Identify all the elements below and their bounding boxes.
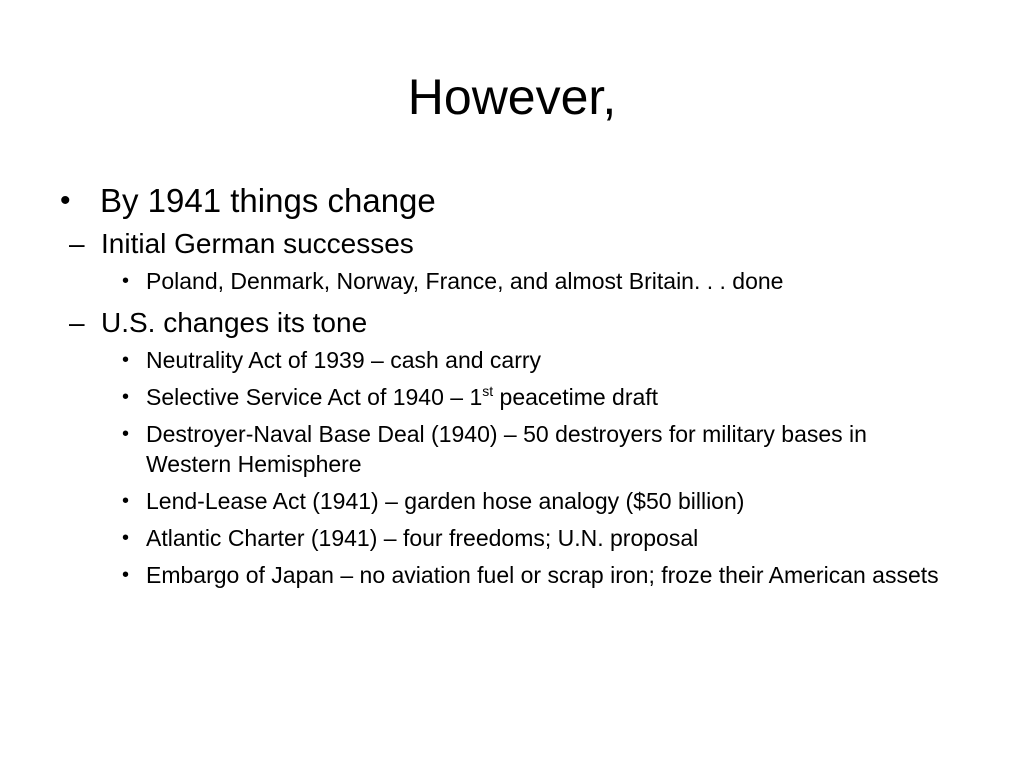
bullet-dot-icon: • xyxy=(122,490,130,512)
bullet-level-3 xyxy=(56,382,976,412)
slide-body xyxy=(56,178,976,597)
bullet-level-2 xyxy=(56,303,976,343)
bullet-text: Atlantic Charter (1941) – four freedoms; U.N. proposal xyxy=(146,525,699,551)
bullet-text: Neutrality Act of 1939 – cash and carry xyxy=(146,347,542,373)
bullet-text: Initial German successes xyxy=(101,228,414,259)
superscript: st xyxy=(482,383,494,399)
dash-icon: – xyxy=(69,307,85,338)
sub-group xyxy=(56,224,976,590)
sub-sub-group xyxy=(56,266,976,296)
bullet-dot-icon: • xyxy=(122,349,130,371)
bullet-dot-icon: • xyxy=(122,270,130,292)
bullet-text: Destroyer-Naval Base Deal (1940) – 50 destroyers for military bases in Western Hemisphere xyxy=(146,421,867,477)
bullet-level-3 xyxy=(56,419,976,479)
bullet-level-3 xyxy=(56,345,976,375)
bullet-level-3 xyxy=(56,560,976,590)
bullet-text: U.S. changes its tone xyxy=(101,307,368,338)
bullet-level-1 xyxy=(56,178,976,224)
sub-list xyxy=(56,224,976,590)
bullet-text-post: peacetime draft xyxy=(493,384,659,410)
bullet-level-2 xyxy=(56,224,976,264)
bullet-text: Lend-Lease Act (1941) – garden hose analogy ($50 billion) xyxy=(146,488,745,514)
bullet-level-3 xyxy=(56,266,976,296)
bullet-dot-icon: • xyxy=(60,184,71,217)
bullet-dot-icon: • xyxy=(122,423,130,445)
sub-sub-list xyxy=(56,266,976,296)
bullet-dot-icon: • xyxy=(122,527,130,549)
dash-icon: – xyxy=(69,228,85,259)
sub-sub-group xyxy=(56,345,976,590)
bullet-text: By 1941 things change xyxy=(100,182,436,219)
bullet-text-pre: Selective Service Act of 1940 – 1 xyxy=(146,384,483,410)
slide-title: However, xyxy=(407,69,617,125)
bullet-dot-icon: • xyxy=(122,564,130,586)
sub-sub-list xyxy=(56,345,976,590)
bullet-level-3 xyxy=(56,486,976,516)
bullet-text: Embargo of Japan – no aviation fuel or scrap iron; froze their American assets xyxy=(146,562,939,588)
bullet-text: Poland, Denmark, Norway, France, and almost Britain. . . done xyxy=(146,268,784,294)
bullet-dot-icon: • xyxy=(122,386,130,408)
bullet-level-3 xyxy=(56,523,976,553)
